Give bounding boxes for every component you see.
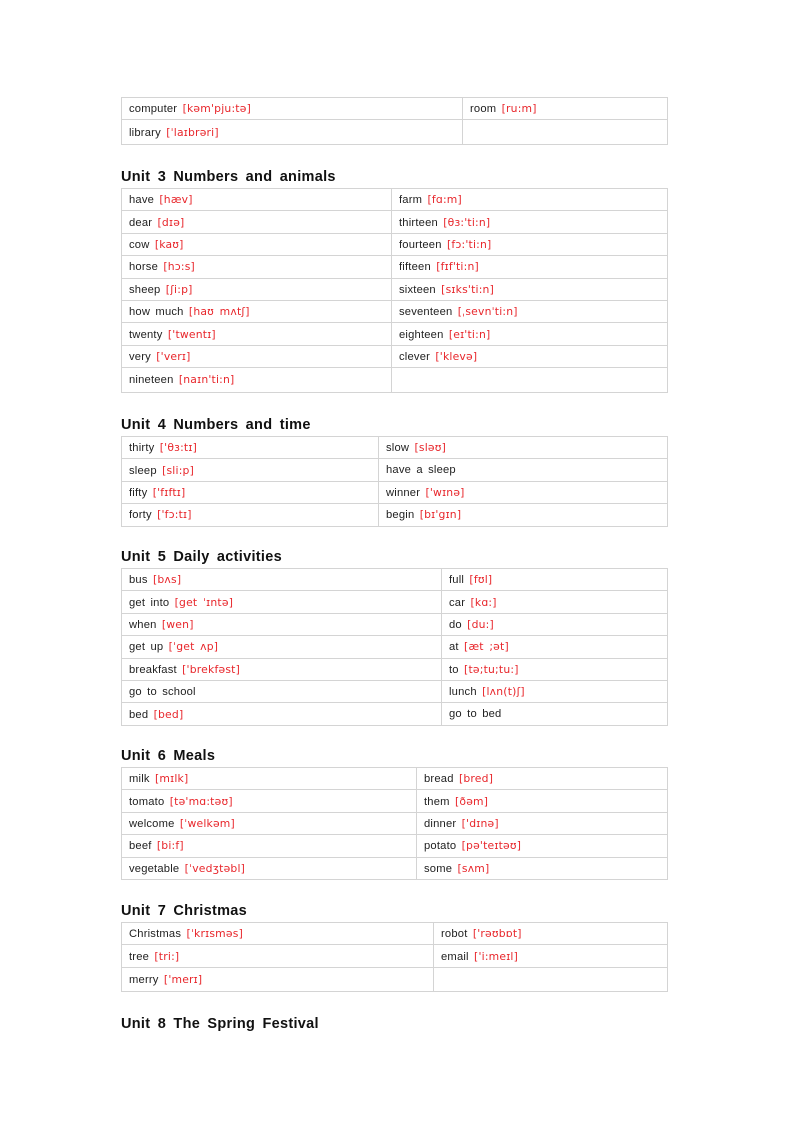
word: tree	[129, 950, 150, 963]
unit-title: Unit 7 Christmas	[121, 903, 248, 919]
table-cell	[122, 790, 417, 812]
table-row	[122, 569, 668, 591]
unit-title: Unit 4 Numbers and time	[121, 417, 311, 433]
table-cell	[392, 278, 668, 300]
table-row	[122, 189, 668, 211]
word: fifty	[129, 486, 148, 499]
word: full	[449, 574, 465, 587]
phonetic: [haʊ mʌtʃ]	[188, 305, 250, 319]
word: go to school	[129, 685, 196, 698]
word: computer	[129, 103, 178, 116]
phonetic: [kaʊ]	[154, 237, 184, 251]
phonetic: [tri:]	[154, 949, 180, 963]
table-cell	[392, 256, 668, 278]
word: sheep	[129, 283, 161, 296]
table-row	[122, 345, 668, 367]
word: Christmas	[129, 928, 182, 941]
table-row	[122, 481, 668, 503]
table-cell	[122, 368, 392, 393]
word: email	[441, 950, 469, 963]
phonetic: ['merɪ]	[163, 973, 203, 987]
table-cell	[392, 300, 668, 322]
table-cell	[442, 658, 668, 680]
table-row	[122, 790, 668, 812]
table-cell	[442, 591, 668, 613]
phonetic: [fɔ:'ti:n]	[446, 237, 492, 251]
word: seventeen	[399, 306, 453, 319]
table-cell	[122, 613, 442, 635]
table-cell	[122, 945, 434, 967]
phonetic: ['fɔ:tɪ]	[157, 508, 192, 522]
phonetic: [kəm'pju:tə]	[182, 102, 251, 116]
table-cell	[122, 591, 442, 613]
vocab-table	[121, 188, 668, 393]
phonetic: [ðəm]	[454, 794, 489, 808]
table-cell	[417, 835, 668, 857]
table-cell	[417, 790, 668, 812]
table-cell	[417, 857, 668, 879]
unit-5-section	[121, 547, 667, 726]
unit-6-section	[121, 746, 667, 880]
phonetic: [wen]	[161, 617, 194, 631]
word: fourteen	[399, 238, 442, 251]
table-cell	[122, 300, 392, 322]
phonetic: [sli:p]	[162, 463, 195, 477]
phonetic: [naɪn'ti:n]	[178, 373, 235, 387]
word: library	[129, 126, 161, 139]
table-row	[122, 323, 668, 345]
table-cell	[122, 256, 392, 278]
table-row	[122, 923, 668, 945]
table-cell	[442, 636, 668, 658]
phonetic: [tə'mɑ:təʊ]	[169, 794, 233, 808]
word: sleep	[129, 464, 157, 477]
table-row	[122, 437, 668, 459]
word: breakfast	[129, 663, 177, 676]
word: have a sleep	[386, 464, 456, 477]
phonetic: [fɪf'ti:n]	[436, 260, 479, 274]
table-cell	[122, 857, 417, 879]
table-row	[122, 967, 668, 992]
table-cell	[122, 768, 417, 790]
phonetic: [sɪks'ti:n]	[441, 282, 494, 296]
table-cell	[392, 368, 668, 393]
vocab-table	[121, 436, 668, 527]
phonetic: [θɜ:'ti:n]	[443, 215, 491, 229]
phonetic: [sʌm]	[457, 861, 490, 875]
table-cell	[434, 945, 668, 967]
table-cell	[122, 437, 379, 459]
table-row	[122, 768, 668, 790]
word: robot	[441, 928, 468, 941]
table-cell	[122, 278, 392, 300]
table-row	[122, 857, 668, 879]
table-row	[122, 459, 668, 481]
word: bus	[129, 574, 148, 587]
table-cell	[434, 923, 668, 945]
word: get up	[129, 641, 164, 654]
phonetic: [bred]	[458, 772, 494, 786]
table-row	[122, 256, 668, 278]
phonetic: [dɪə]	[157, 215, 185, 229]
phonetic: [bed]	[153, 707, 184, 721]
table-row	[122, 591, 668, 613]
table-cell	[122, 680, 442, 702]
table-cell	[417, 812, 668, 834]
word: horse	[129, 261, 158, 274]
word: dear	[129, 216, 153, 229]
table-row	[122, 504, 668, 526]
table-cell	[122, 504, 379, 526]
table-cell	[122, 835, 417, 857]
phonetic: [ˌsevnˈti:n]	[457, 305, 518, 319]
table-cell	[463, 120, 668, 145]
table-row	[122, 658, 668, 680]
table-row	[122, 368, 668, 393]
table-cell	[379, 459, 668, 481]
word: cow	[129, 238, 150, 251]
word: some	[424, 862, 453, 875]
table-row	[122, 233, 668, 255]
phonetic: [ˈkrɪsməs]	[186, 927, 243, 941]
word: them	[424, 795, 450, 808]
table-cell	[379, 437, 668, 459]
word: begin	[386, 509, 415, 522]
unit-7-section	[121, 901, 667, 992]
phonetic: ['brekfəst]	[182, 662, 240, 676]
table-cell	[122, 189, 392, 211]
word: potato	[424, 840, 457, 853]
table-cell	[122, 459, 379, 481]
phonetic: [get ˈɪntə]	[174, 595, 234, 609]
word: dinner	[424, 817, 457, 830]
word: to	[449, 663, 459, 676]
table-cell	[122, 703, 442, 725]
table-cell	[442, 613, 668, 635]
phonetic: ['rəʊbɒt]	[472, 927, 522, 941]
word: very	[129, 350, 151, 363]
phonetic: ['dɪnə]	[461, 816, 499, 830]
word: do	[449, 618, 462, 631]
word: have	[129, 194, 155, 207]
phonetic: [hɔ:s]	[163, 260, 195, 274]
phonetic: [ru:m]	[501, 102, 537, 116]
table-cell	[442, 703, 668, 725]
phonetic: [pə'teɪtəʊ]	[461, 839, 522, 853]
vocab-table	[121, 922, 668, 992]
word: lunch	[449, 686, 477, 699]
table-cell	[392, 189, 668, 211]
word: clever	[399, 350, 431, 363]
table-cell	[122, 569, 442, 591]
word: beef	[129, 840, 152, 853]
table-row	[122, 278, 668, 300]
phonetic: [ˈwelkəm]	[179, 816, 235, 830]
word: room	[470, 103, 497, 116]
word: farm	[399, 194, 423, 207]
table-cell	[122, 658, 442, 680]
phonetic: [bɪ'gɪn]	[419, 508, 462, 522]
phonetic: [ˈget ʌp]	[168, 640, 219, 654]
word: forty	[129, 509, 152, 522]
table-cell	[392, 345, 668, 367]
word: eighteen	[399, 328, 444, 341]
table-cell	[442, 569, 668, 591]
phonetic: [kɑ:]	[470, 595, 497, 609]
word: tomato	[129, 795, 165, 808]
word: milk	[129, 773, 150, 786]
phonetic: [du:]	[467, 617, 494, 631]
phonetic: [mɪlk]	[155, 772, 189, 786]
word: get into	[129, 596, 170, 609]
phonetic: [ˈlaɪbrəri]	[166, 125, 219, 139]
word: bed	[129, 708, 149, 721]
word: winner	[386, 486, 421, 499]
word: merry	[129, 974, 159, 987]
word: nineteen	[129, 374, 174, 387]
unit-8-section	[121, 1014, 667, 1035]
unit-title: Unit 6 Meals	[121, 748, 216, 764]
word: how much	[129, 306, 184, 319]
table-cell	[417, 768, 668, 790]
unit-4-section	[121, 415, 667, 527]
top-table-block	[121, 97, 667, 145]
table-cell	[392, 211, 668, 233]
word: fifteen	[399, 261, 431, 274]
phonetic: [tə;tu;tu:]	[464, 662, 519, 676]
word: thirteen	[399, 216, 438, 229]
phonetic: ['klevə]	[435, 349, 478, 363]
table-row	[122, 945, 668, 967]
table-cell	[122, 98, 463, 120]
phonetic: [eɪ'ti:n]	[448, 327, 491, 341]
phonetic: [bʌs]	[152, 573, 182, 587]
unit-title: Unit 8 The Spring Festival	[121, 1016, 319, 1032]
table-row	[122, 613, 668, 635]
phonetic: ['verɪ]	[156, 349, 191, 363]
table-cell	[434, 967, 668, 992]
phonetic: [sləʊ]	[414, 441, 447, 455]
table-cell	[122, 211, 392, 233]
phonetic: ['θɜ:tɪ]	[159, 441, 197, 455]
table-cell	[392, 323, 668, 345]
table-row	[122, 211, 668, 233]
phonetic: ['wɪnə]	[425, 485, 465, 499]
table-row	[122, 98, 668, 120]
table-cell	[392, 233, 668, 255]
table-cell	[122, 923, 434, 945]
vocab-table	[121, 568, 668, 726]
phonetic: [ˈvedʒtəbl]	[184, 861, 246, 875]
word: slow	[386, 442, 410, 455]
table-row	[122, 120, 668, 145]
phonetic: [fɑ:m]	[427, 193, 462, 207]
table-row	[122, 300, 668, 322]
phonetic: ['fɪftɪ]	[152, 485, 186, 499]
word: when	[129, 618, 157, 631]
word: sixteen	[399, 283, 436, 296]
phonetic: [hæv]	[159, 193, 193, 207]
table-cell	[122, 345, 392, 367]
table-cell	[122, 967, 434, 992]
word: go to bed	[449, 708, 502, 721]
table-row	[122, 636, 668, 658]
table-row	[122, 835, 668, 857]
word: thirty	[129, 442, 155, 455]
word: at	[449, 641, 459, 654]
phonetic: ['i:meɪl]	[474, 949, 519, 963]
phonetic: [bi:f]	[156, 839, 184, 853]
table-cell	[122, 323, 392, 345]
table-row	[122, 812, 668, 834]
table-cell	[463, 98, 668, 120]
vocab-table	[121, 97, 668, 145]
word: twenty	[129, 328, 163, 341]
unit-title: Unit 3 Numbers and animals	[121, 169, 336, 185]
phonetic: [ʃi:p]	[165, 282, 193, 296]
table-cell	[122, 120, 463, 145]
unit-3-section	[121, 167, 667, 393]
table-cell	[379, 481, 668, 503]
word: welcome	[129, 817, 175, 830]
table-cell	[379, 504, 668, 526]
table-cell	[442, 680, 668, 702]
table-cell	[122, 481, 379, 503]
table-row	[122, 680, 668, 702]
vocab-table	[121, 767, 668, 880]
table-cell	[122, 812, 417, 834]
phonetic: [lʌn(t)ʃ]	[482, 685, 525, 699]
phonetic: [æt ;ət]	[464, 640, 509, 654]
phonetic: ['twentɪ]	[167, 327, 216, 341]
table-cell	[122, 233, 392, 255]
word: bread	[424, 773, 454, 786]
word: vegetable	[129, 862, 180, 875]
phonetic: [fʊl]	[469, 573, 493, 587]
word: car	[449, 596, 466, 609]
table-cell	[122, 636, 442, 658]
table-row	[122, 703, 668, 725]
unit-title: Unit 5 Daily activities	[121, 549, 282, 565]
